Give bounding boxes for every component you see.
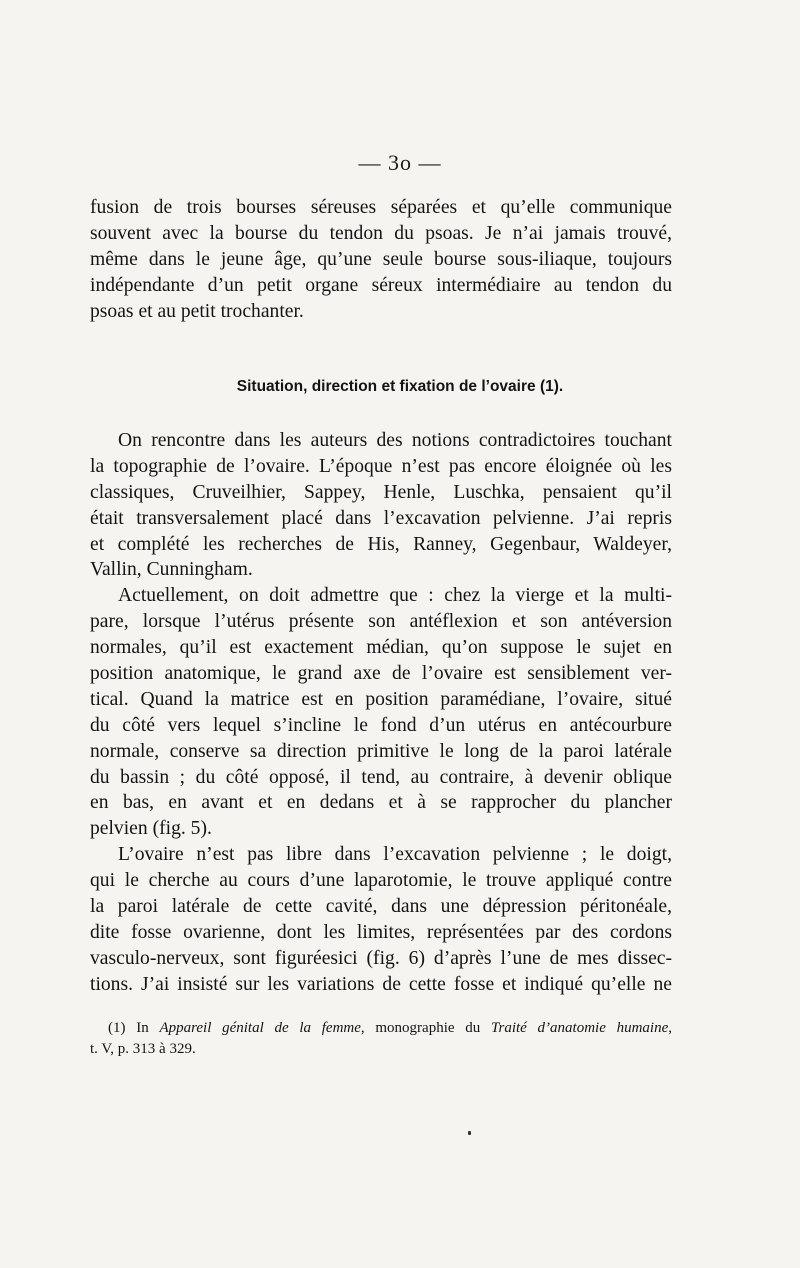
ink-speck: [468, 1131, 471, 1135]
text-line: même dans le jeune âge, qu’une seule bourse sous-iliaque, toujours: [90, 248, 672, 270]
text-line: dite fosse ovarienne, dont les limites, représentées par des cordons: [90, 921, 672, 943]
text-line: et complété les recherches de His, Ranney, Gegenbaur, Waldeyer,: [90, 533, 672, 555]
text-line: souvent avec la bourse du tendon du psoas. Je n’ai jamais trouvé,: [90, 222, 672, 244]
footnote-text: In: [125, 1020, 160, 1036]
text-line: était transversalement placé dans l’excavation pelvienne. J’ai repris: [90, 507, 672, 529]
text-line: qui le cherche au cours d’une laparotomie, le trouve appliqué contre: [90, 870, 672, 892]
footnote-text: , monographie du: [360, 1020, 491, 1036]
footnote-line: [90, 1018, 672, 1039]
text-line: fusion de trois bourses séreuses séparées et qu’elle communique: [90, 197, 672, 218]
text-line: Vallin, Cunningham.: [90, 559, 253, 581]
paragraph-continuation: [90, 195, 672, 324]
page-number: — 3o —: [358, 150, 442, 175]
footnote-line: t. V, p. 313 à 329.: [90, 1041, 196, 1057]
text-line: classiques, Cruveilhier, Sappey, Henle, Luschka, pensaient qu’il: [90, 481, 672, 503]
text-line: On rencontre dans les auteurs des notions contradictoires touchant: [118, 430, 672, 451]
footnote: [90, 1018, 672, 1060]
section-heading: Situation, direction et fixation de l’ovaire (1).: [236, 378, 564, 395]
text-line: tions. J’ai insisté sur les variations de cette fosse et indiqué qu’elle ne: [90, 973, 672, 995]
text-line: normale, conserve sa direction primitive le long de la paroi latérale: [90, 740, 672, 762]
footnote-title: Traité d’anatomie humaine: [490, 1020, 669, 1036]
text-line: pelvien (fig. 5).: [90, 818, 212, 840]
text-line: du côté vers lequel s’incline le fond d’un utérus en antécourbure: [90, 714, 672, 736]
text-line: normales, qu’il est exactement médian, qu’on suppose le sujet en: [90, 637, 672, 659]
text-line: pare, lorsque l’utérus présente son antéflexion et son antéversion: [90, 611, 672, 633]
paragraph-topography: [90, 428, 672, 998]
text-line: indépendante d’un petit organe séreux intermédiaire au tendon du: [90, 274, 672, 296]
text-line: en bas, en avant et en dedans et à se rapprocher du plancher: [90, 792, 672, 814]
footnote-marker: (1): [108, 1020, 126, 1036]
text-line: du bassin ; du côté opposé, il tend, au contraire, à devenir oblique: [90, 766, 672, 788]
text-line: position anatomique, le grand axe de l’ovaire est sensiblement ver-: [90, 663, 672, 685]
text-line: Actuellement, on doit admettre que : chez la vierge et la multi-: [118, 585, 672, 607]
text-line: psoas et au petit trochanter.: [90, 300, 304, 322]
text-line: la topographie de l’ovaire. L’époque n’est pas encore éloignée où les: [90, 455, 672, 477]
footnote-title: Appareil génital de la femme: [159, 1020, 361, 1036]
footnote-text: ,: [668, 1020, 672, 1036]
text-line: la paroi latérale de cette cavité, dans une dépression péritonéale,: [90, 896, 672, 918]
text-line: vasculo-nerveux, sont figuréesici (fig. 6) d’après l’une de mes dissec-: [90, 947, 672, 969]
text-line: L’ovaire n’est pas libre dans l’excavation pelvienne ; le doigt,: [118, 844, 672, 866]
text-line: tical. Quand la matrice est en position paramédiane, l’ovaire, situé: [90, 688, 672, 710]
